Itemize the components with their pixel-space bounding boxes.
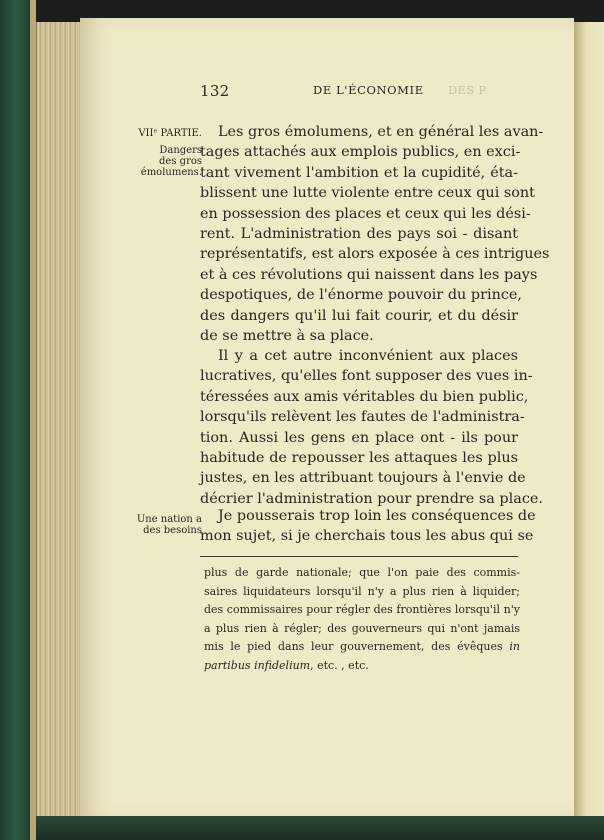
footnote-tail: , etc. , etc. <box>310 658 369 672</box>
margin-note-line: des besoins <box>143 525 202 536</box>
paragraph-1-first-line <box>218 122 544 142</box>
paragraph-2-first-line <box>218 346 518 366</box>
text-line: despotiques, de l'énorme pouvoir du prince, <box>200 287 522 304</box>
footnote-rule <box>200 556 518 557</box>
footnote-italic: in <box>509 640 520 654</box>
footnote-line: plus de garde nationale; que l'on paie des commis- <box>204 566 520 579</box>
text-line: justes, en les attribuant toujours à l'envie de <box>200 470 526 487</box>
margin-note-dangers <box>132 145 202 178</box>
book-cover-left <box>0 0 36 840</box>
text-line: des dangers qu'il lui fait courir, et du désir <box>200 307 518 324</box>
text-line: Je pousserais trop loin les conséquences de <box>218 508 536 524</box>
paragraph-2 <box>200 366 543 509</box>
text-line: décrier l'administration pour prendre sa place. <box>200 490 543 507</box>
footnote <box>204 564 520 676</box>
text-line: et à ces révolutions qui naissent dans les pays <box>200 266 538 283</box>
margin-note-line: Une nation a <box>136 514 202 525</box>
page-edges <box>36 22 83 816</box>
page-number: 132 <box>200 82 230 100</box>
text-line: tant vivement l'ambition et la cupidité, éta- <box>200 164 518 181</box>
text-line: téressées aux amis véritables du bien public, <box>200 388 529 405</box>
footnote-line: saires liquidateurs lorsqu'il n'y a plus rien à liquider; <box>204 584 520 598</box>
margin-note-nation <box>132 514 202 536</box>
text-line: mon sujet, si je cherchais tous les abus qui se <box>200 528 534 545</box>
text-line: blissent une lutte violente entre ceux qui sont <box>200 185 535 202</box>
text-line: représentatifs, est alors exposée à ces intrigues <box>200 246 550 263</box>
text-line: de se mettre à sa place. <box>200 328 374 345</box>
margin-note-line: des gros <box>159 156 202 167</box>
paragraph-3 <box>200 526 534 546</box>
running-head <box>200 82 520 102</box>
footnote-line: a plus rien à régler; des gouverneurs qui n'ont jamais <box>204 621 520 635</box>
footnote-line <box>204 638 520 657</box>
footnote-line: des commissaires pour régler des frontières lorsqu'il n'y <box>204 603 520 617</box>
footnote-line <box>204 657 520 676</box>
text-line: habitude de repousser les attaques les plus <box>200 450 518 467</box>
facing-page-edge <box>574 22 604 818</box>
running-title: DE L'ÉCONOMIE <box>313 83 424 97</box>
margin-note-line: Dangers <box>159 145 202 156</box>
footnote-italic: partibus infidelium <box>204 658 311 672</box>
book-cover-bottom <box>36 816 604 840</box>
text-line: tion. Aussi les gens en place ont - ils pour <box>200 429 518 446</box>
paragraph-1 <box>200 142 550 346</box>
margin-note-part: VIIᵉ PARTIE. <box>138 128 202 139</box>
margin-note-line: émolumens. <box>140 167 202 178</box>
text-line: rent. L'administration des pays soi - disant <box>200 226 518 243</box>
text-line: Il y a cet autre inconvénient aux places <box>218 348 518 364</box>
text-line: Les gros émolumens, et en général les avan- <box>218 124 544 140</box>
paragraph-3-first-line <box>218 506 536 526</box>
text-line: lorsqu'ils relèvent les fautes de l'administra- <box>200 409 525 426</box>
text-line: en possession des places et ceux qui les dési- <box>200 205 531 222</box>
text-line: lucratives, qu'elles font supposer des vues in- <box>200 368 533 385</box>
show-through-text: DES P <box>448 83 487 97</box>
text-line: tages attachés aux emplois publics, en exci- <box>200 144 521 161</box>
footnote-line-text: mis le pied dans leur gouvernement, des évêques <box>204 640 503 654</box>
